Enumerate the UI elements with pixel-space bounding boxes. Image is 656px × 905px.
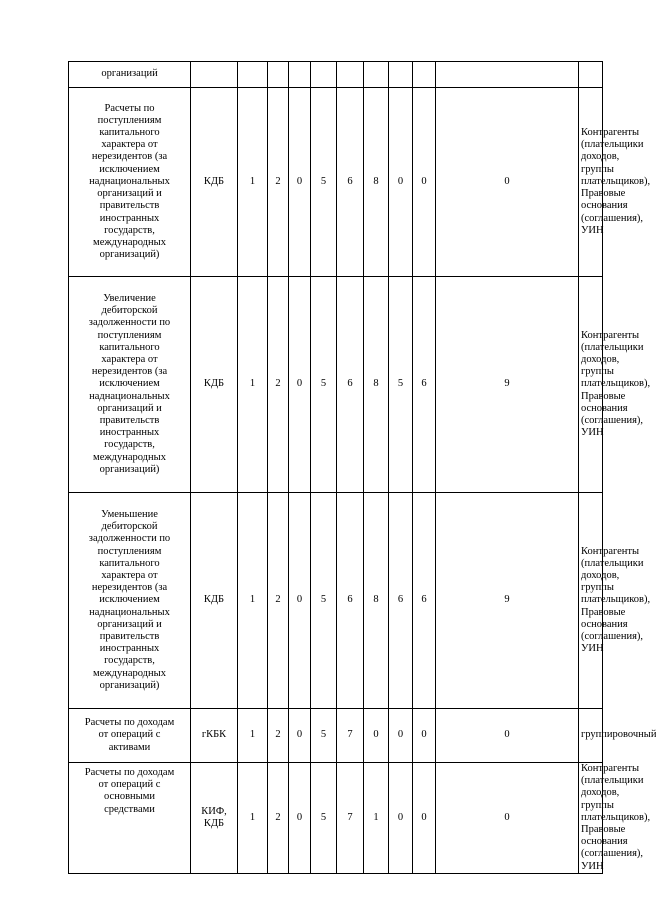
code-digit-cell: 2 — [268, 88, 289, 277]
account-name-line: средствами — [104, 803, 155, 815]
analytics-line: Правовые основания — [581, 390, 628, 414]
analytics-line: (соглашения), УИН — [581, 631, 644, 655]
code-digit-cell: 0 — [389, 763, 413, 874]
account-name-line: организаций) — [99, 249, 160, 261]
code-digit-cell — [289, 62, 311, 88]
account-name-line: активами — [108, 741, 151, 753]
account-name-line: нерезидентов (за — [91, 582, 168, 594]
account-name-line: капитального — [99, 127, 160, 139]
code-digit-cell: 1 — [238, 277, 268, 493]
account-name-line: капитального — [99, 557, 160, 569]
code-digit-cell: 0 — [436, 88, 579, 277]
analytics-line: группы плательщиков), — [581, 582, 651, 606]
account-name-cell — [69, 88, 191, 277]
code-digit-cell: 0 — [289, 493, 311, 709]
analytics-line: Правовые основания — [581, 824, 628, 848]
account-name-line: правительств — [99, 415, 160, 426]
account-name-line: международных — [93, 451, 166, 463]
code-digit-cell: 6 — [337, 493, 364, 709]
code-type-line: КДБ — [203, 175, 225, 187]
account-name-line: Расчеты по доходам — [84, 717, 175, 729]
account-name-line: характера от — [101, 139, 158, 151]
code-digit-cell: 2 — [268, 493, 289, 709]
account-name-cell — [69, 763, 191, 874]
analytics-line: Правовые основания — [581, 606, 628, 630]
account-name-line: нерезидентов (за — [91, 366, 168, 378]
analytics-cell — [579, 62, 603, 88]
account-name-line: основными — [104, 791, 155, 803]
analytics-line: (плательщики доходов, — [581, 775, 644, 799]
code-digit-cell: 0 — [413, 709, 436, 763]
analytics-line: (плательщики доходов, — [581, 341, 644, 365]
account-name-line: исключением — [99, 163, 160, 175]
analytics-cell — [579, 88, 651, 277]
code-type-cell — [191, 709, 238, 763]
analytics-line: (соглашения), УИН — [581, 212, 644, 236]
code-type-line: КДБ — [203, 817, 225, 829]
code-digit-cell — [268, 62, 289, 88]
code-digit-cell: 0 — [436, 763, 579, 874]
account-name-line: от операций с — [98, 779, 161, 791]
code-digit-cell: 5 — [311, 277, 337, 493]
account-name-cell — [69, 277, 191, 493]
analytics-line: (соглашения), УИН — [581, 848, 644, 872]
table-row — [69, 277, 603, 493]
code-type-cell — [191, 62, 238, 88]
account-name-line: организаций) — [99, 463, 160, 475]
code-type-line: КДБ — [203, 378, 225, 390]
table-row — [69, 88, 603, 277]
analytics-cell — [579, 763, 651, 874]
code-digit-cell: 5 — [311, 88, 337, 277]
account-name-line: задолженности по — [88, 317, 171, 329]
analytics-line: (плательщики доходов, — [581, 557, 644, 581]
code-digit-cell: 1 — [238, 88, 268, 277]
account-name-line: Расчеты по доходам — [84, 767, 175, 778]
account-name-line: государств, — [104, 224, 155, 236]
code-digit-cell — [238, 62, 268, 88]
account-name-line: нерезидентов (за — [91, 151, 168, 163]
account-name-line: правительств — [99, 631, 160, 642]
analytics-cell — [579, 709, 656, 763]
code-digit-cell: 5 — [311, 709, 337, 763]
account-name-line: организаций) — [99, 679, 160, 691]
account-name-line: международных — [93, 667, 166, 679]
analytics-line: (соглашения), УИН — [581, 415, 644, 439]
code-digit-cell: 2 — [268, 709, 289, 763]
code-type-line: гКБК — [201, 729, 227, 741]
table-row — [69, 763, 603, 874]
account-name-line: исключением — [99, 594, 160, 606]
account-name-line: наднациональных — [89, 175, 170, 187]
code-digit-cell — [311, 62, 337, 88]
analytics-line: Контрагенты — [581, 763, 640, 774]
code-digit-cell: 9 — [436, 277, 579, 493]
account-name-line: организаций и — [97, 618, 162, 630]
accounts-table — [68, 61, 656, 874]
account-name-line: дебиторской — [101, 521, 158, 533]
code-digit-cell — [337, 62, 364, 88]
code-digit-cell: 8 — [364, 493, 389, 709]
code-digit-cell: 6 — [389, 493, 413, 709]
account-name-line: правительств — [99, 200, 160, 212]
analytics-line: Правовые основания — [581, 188, 628, 212]
account-name-line: государств, — [104, 655, 155, 667]
code-digit-cell: 0 — [413, 763, 436, 874]
account-name-line: наднациональных — [89, 390, 170, 402]
code-digit-cell: 5 — [311, 763, 337, 874]
code-digit-cell: 0 — [436, 709, 579, 763]
account-name-cell — [69, 493, 191, 709]
code-digit-cell: 1 — [238, 763, 268, 874]
account-name-line: от операций с — [98, 729, 161, 741]
code-digit-cell: 6 — [337, 88, 364, 277]
account-name-line: дебиторской — [101, 305, 158, 317]
account-name-line: наднациональных — [89, 606, 170, 618]
code-type-cell — [191, 493, 238, 709]
code-digit-cell: 0 — [389, 709, 413, 763]
account-name-line: исключением — [99, 378, 160, 390]
code-type-line: КИФ, — [201, 805, 227, 817]
account-name-line: организаций — [101, 68, 158, 80]
table-row — [69, 62, 603, 88]
code-digit-cell: 7 — [337, 709, 364, 763]
account-name-line: характера от — [101, 353, 158, 365]
analytics-line: Контрагенты — [581, 127, 640, 139]
code-digit-cell: 2 — [268, 277, 289, 493]
analytics-line: Контрагенты — [581, 329, 640, 341]
code-digit-cell: 5 — [389, 277, 413, 493]
table-row — [69, 709, 603, 763]
account-name-line: Увеличение — [103, 292, 156, 304]
account-name-line: международных — [93, 236, 166, 248]
code-digit-cell — [364, 62, 389, 88]
analytics-cell — [579, 277, 651, 493]
account-name-line: поступлениям — [97, 329, 162, 341]
code-type-cell — [191, 763, 238, 874]
code-digit-cell: 0 — [289, 277, 311, 493]
analytics-line: (плательщики доходов, — [581, 139, 644, 163]
analytics-line: группы плательщиков), — [581, 163, 651, 187]
code-digit-cell: 0 — [364, 709, 389, 763]
account-name-line: Расчеты по — [104, 102, 155, 114]
code-digit-cell: 0 — [413, 88, 436, 277]
analytics-line: группировочный — [581, 729, 656, 741]
code-digit-cell: 6 — [337, 277, 364, 493]
analytics-line: группы плательщиков), — [581, 366, 651, 390]
account-name-cell — [69, 709, 191, 763]
account-name-line: капитального — [99, 341, 160, 353]
account-name-line: характера от — [101, 569, 158, 581]
code-digit-cell — [413, 62, 436, 88]
account-name-line: иностранных — [99, 643, 160, 655]
table-body — [69, 62, 656, 874]
account-name-line: иностранных — [99, 427, 160, 439]
code-digit-cell — [436, 62, 579, 88]
code-digit-cell: 9 — [436, 493, 579, 709]
account-name-line: организаций и — [97, 188, 162, 200]
account-name-cell — [69, 62, 191, 88]
code-digit-cell — [389, 62, 413, 88]
account-name-line: задолженности по — [88, 533, 171, 545]
account-name-line: иностранных — [99, 212, 160, 224]
code-digit-cell: 6 — [413, 493, 436, 709]
code-digit-cell: 1 — [364, 763, 389, 874]
table-row — [69, 493, 603, 709]
account-name-line: поступлениям — [97, 114, 162, 126]
code-digit-cell: 0 — [289, 763, 311, 874]
account-name-line: поступлениям — [97, 545, 162, 557]
code-digit-cell: 8 — [364, 88, 389, 277]
account-name-line: Уменьшение — [101, 508, 158, 520]
code-digit-cell: 0 — [289, 88, 311, 277]
code-digit-cell: 5 — [311, 493, 337, 709]
code-type-cell — [191, 277, 238, 493]
code-digit-cell: 0 — [289, 709, 311, 763]
code-digit-cell: 0 — [389, 88, 413, 277]
code-digit-cell: 1 — [238, 493, 268, 709]
code-digit-cell: 8 — [364, 277, 389, 493]
code-digit-cell: 2 — [268, 763, 289, 874]
code-digit-cell: 1 — [238, 709, 268, 763]
analytics-cell — [579, 493, 651, 709]
analytics-line: группы плательщиков), — [581, 799, 651, 823]
code-digit-cell: 7 — [337, 763, 364, 874]
analytics-line: Контрагенты — [581, 545, 640, 557]
account-name-line: организаций и — [97, 402, 162, 414]
code-type-cell — [191, 88, 238, 277]
account-name-line: государств, — [104, 439, 155, 451]
code-type-line: КДБ — [203, 594, 225, 606]
code-digit-cell: 6 — [413, 277, 436, 493]
